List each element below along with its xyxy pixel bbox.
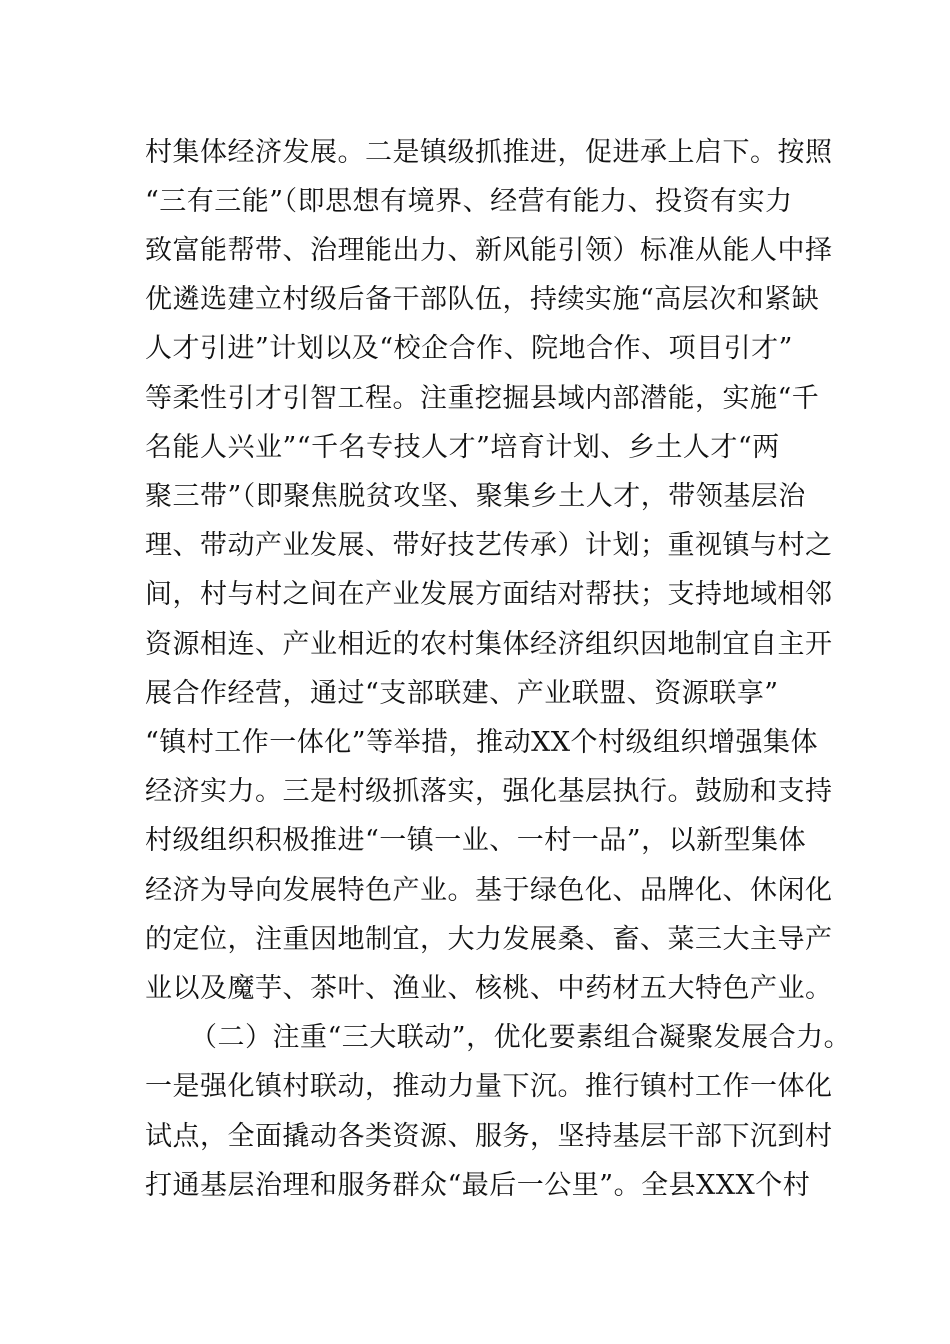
body-text-line: 理、带动产业发展、带好技艺传承）计划；重视镇与村之 [145,530,833,561]
body-text-line: 打通基层治理和服务群众“最后一公里”。全县XXX个村 [145,1170,811,1201]
section-heading-line: （二）注重“三大联动”，优化要素组合凝聚发展合力。 [190,1022,852,1053]
body-text-line: 村集体经济发展。二是镇级抓推进，促进承上启下。按照 [145,137,833,168]
body-text-line: 的定位，注重因地制宜，大力发展桑、畜、菜三大主导产 [145,924,833,955]
body-text-line: 村级组织积极推进“一镇一业、一村一品”，以新型集体 [145,825,807,856]
body-text-line: 业以及魔芋、茶叶、渔业、核桃、中药材五大特色产业。 [145,973,833,1004]
body-text-line: “三有三能”（即思想有境界、经营有能力、投资有实力 [145,186,793,217]
body-text-line: 名能人兴业”“千名专技人才”培育计划、乡土人才“两 [145,432,780,463]
body-text-line: 人才引进”计划以及“校企合作、院地合作、项目引才” [145,333,793,364]
body-text-line: 等柔性引才引智工程。注重挖掘县域内部潜能，实施“千 [145,383,820,414]
body-text-line: 致富能帮带、治理能出力、新风能引领）标准从能人中择 [145,235,833,266]
body-text-line: 一是强化镇村联动，推动力量下沉。推行镇村工作一体化 [145,1071,833,1102]
body-text-line: 间，村与村之间在产业发展方面结对帮扶；支持地域相邻 [145,579,833,610]
body-text-line: 资源相连、产业相近的农村集体经济组织因地制宜自主开 [145,629,833,660]
body-text-line: 经济实力。三是村级抓落实，强化基层执行。鼓励和支持 [145,776,833,807]
body-text-line: 优遴选建立村级后备干部队伍，持续实施“高层次和紧缺 [145,284,820,315]
body-text-line: 经济为导向发展特色产业。基于绿色化、品牌化、休闲化 [145,875,833,906]
body-text-line: 展合作经营，通过“支部联建、产业联盟、资源联享” [145,678,779,709]
body-text-line: 聚三带”（即聚焦脱贫攻坚、聚集乡土人才，带领基层治 [145,481,806,512]
body-text-line: 试点，全面撬动各类资源、服务，坚持基层干部下沉到村 [145,1121,833,1152]
body-text-line: “镇村工作一体化”等举措，推动XX个村级组织增强集体 [145,727,819,758]
